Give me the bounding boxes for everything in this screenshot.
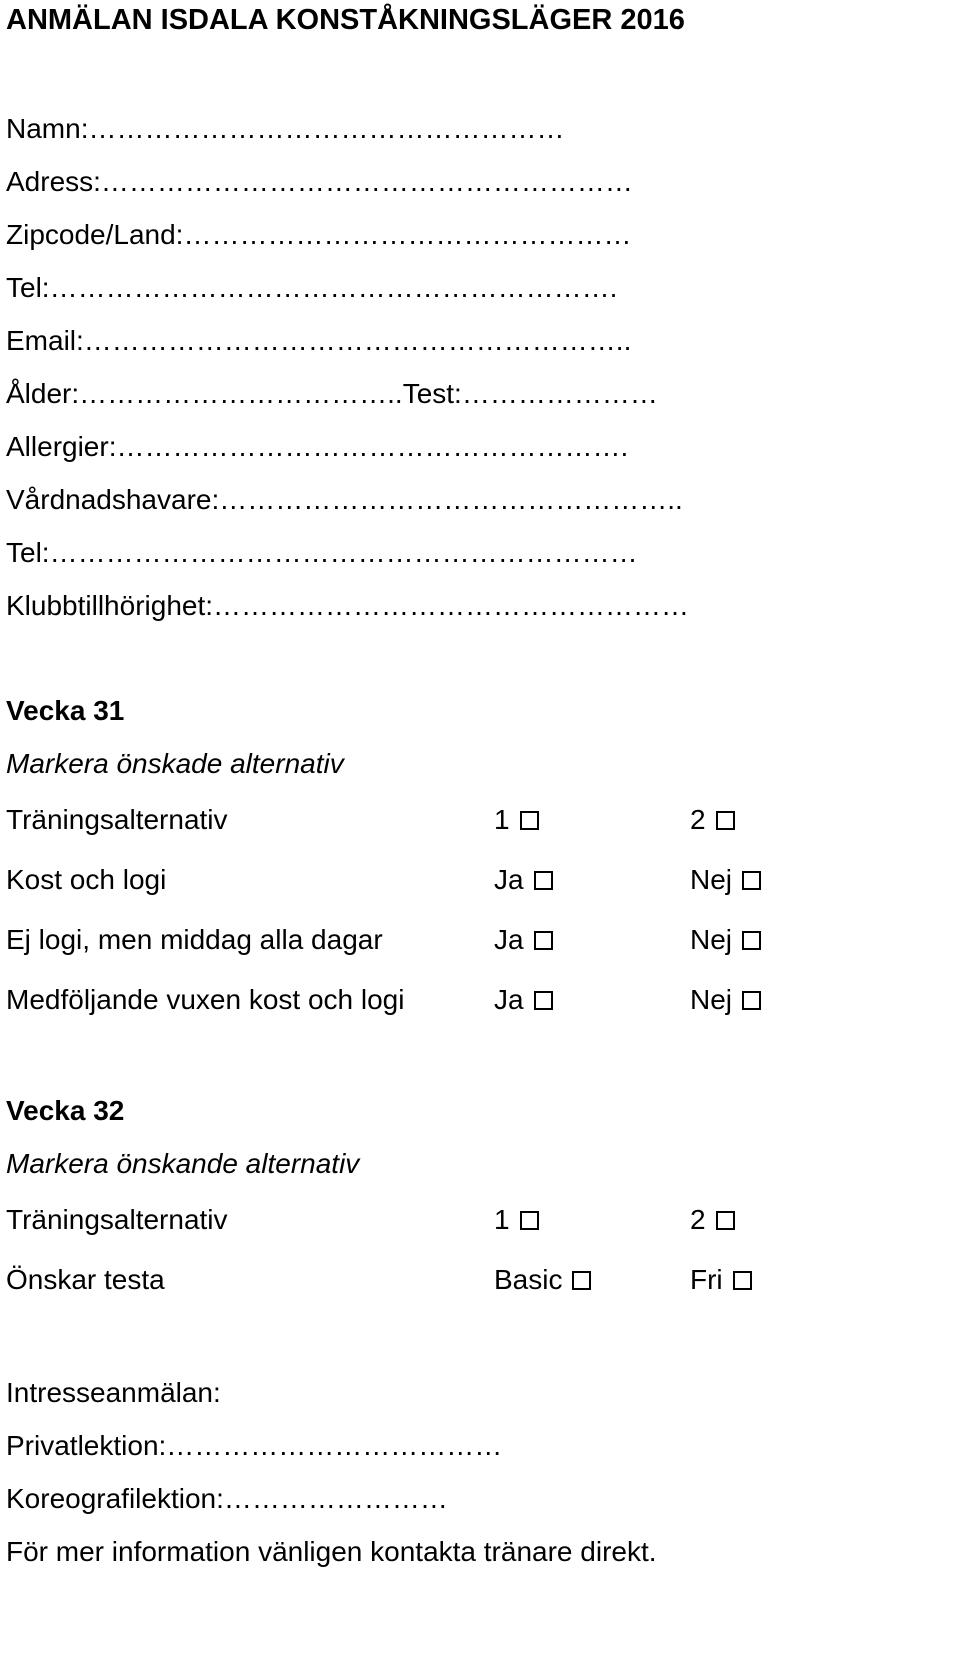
week31-row-food-lodging bbox=[6, 864, 906, 900]
guardian-phone-field[interactable]: Tel:……………………………………………………… bbox=[6, 537, 638, 568]
email-field[interactable]: Email:………………………………………………….. bbox=[6, 325, 632, 356]
option-label: Ja bbox=[494, 924, 524, 955]
option-label: 1 bbox=[494, 1204, 510, 1235]
checkbox[interactable] bbox=[534, 871, 553, 890]
option-no[interactable] bbox=[690, 864, 761, 896]
option-1[interactable] bbox=[494, 1204, 539, 1236]
age-test-field[interactable]: Ålder:……………………………..Test:………………… bbox=[6, 378, 658, 409]
week31-row-dinner-only bbox=[6, 924, 906, 960]
option-label: 2 bbox=[690, 1204, 706, 1235]
checkbox[interactable] bbox=[534, 931, 553, 950]
info-text: För mer information vänligen kontakta tränare direkt. bbox=[6, 1536, 657, 1567]
name-field[interactable]: Namn:…………………………………………… bbox=[6, 113, 565, 144]
option-1[interactable] bbox=[494, 804, 539, 836]
week32-heading: Vecka 32 bbox=[6, 1095, 125, 1126]
checkbox[interactable] bbox=[716, 811, 735, 830]
week31-heading: Vecka 31 bbox=[6, 695, 125, 726]
checkbox[interactable] bbox=[716, 1211, 735, 1230]
option-yes[interactable] bbox=[494, 924, 553, 956]
checkbox[interactable] bbox=[742, 991, 761, 1010]
row-label: Träningsalternativ bbox=[6, 804, 228, 835]
row-label: Önskar testa bbox=[6, 1264, 165, 1295]
option-yes[interactable] bbox=[494, 864, 553, 896]
zipcode-field[interactable]: Zipcode/Land:………………………………………… bbox=[6, 219, 632, 250]
row-label: Kost och logi bbox=[6, 864, 167, 895]
checkbox[interactable] bbox=[733, 1271, 752, 1290]
phone-field[interactable]: Tel:……………………………………………………. bbox=[6, 272, 618, 303]
option-label: Ja bbox=[494, 984, 524, 1015]
checkbox[interactable] bbox=[520, 811, 539, 830]
checkbox[interactable] bbox=[742, 931, 761, 950]
option-label: Basic bbox=[494, 1264, 563, 1295]
option-yes[interactable] bbox=[494, 984, 553, 1016]
option-no[interactable] bbox=[690, 924, 761, 956]
row-label: Ej logi, men middag alla dagar bbox=[6, 924, 383, 955]
week32-instruction: Markera önskande alternativ bbox=[6, 1148, 360, 1179]
allergies-field[interactable]: Allergier:………………………………………………. bbox=[6, 431, 629, 462]
option-label: 2 bbox=[690, 804, 706, 835]
option-basic[interactable] bbox=[494, 1264, 591, 1296]
week31-row-training bbox=[6, 804, 906, 840]
checkbox[interactable] bbox=[534, 991, 553, 1010]
checkbox[interactable] bbox=[572, 1271, 591, 1290]
option-label: Nej bbox=[690, 984, 733, 1015]
guardian-field[interactable]: Vårdnadshavare:………………………………………….. bbox=[6, 484, 683, 515]
option-label: Nej bbox=[690, 864, 733, 895]
option-2[interactable] bbox=[690, 1204, 735, 1236]
option-label: Nej bbox=[690, 924, 733, 955]
week31-row-accompanying-adult bbox=[6, 984, 906, 1020]
option-label: Fri bbox=[690, 1264, 723, 1295]
choreography-lesson-field[interactable]: Koreografilektion:…………………… bbox=[6, 1483, 448, 1514]
option-label: 1 bbox=[494, 804, 510, 835]
checkbox[interactable] bbox=[742, 871, 761, 890]
option-2[interactable] bbox=[690, 804, 735, 836]
row-label: Medföljande vuxen kost och logi bbox=[6, 984, 405, 1015]
row-label: Träningsalternativ bbox=[6, 1204, 228, 1235]
option-no[interactable] bbox=[690, 984, 761, 1016]
week32-row-training bbox=[6, 1204, 906, 1240]
option-label: Ja bbox=[494, 864, 524, 895]
club-field[interactable]: Klubbtillhörighet:…………………………………………… bbox=[6, 590, 690, 621]
option-fri[interactable] bbox=[690, 1264, 752, 1296]
week32-row-test bbox=[6, 1264, 906, 1300]
address-field[interactable]: Adress:………………………………………………… bbox=[6, 166, 633, 197]
checkbox[interactable] bbox=[520, 1211, 539, 1230]
form-title: ANMÄLAN ISDALA KONSTÅKNINGSLÄGER 2016 bbox=[6, 4, 685, 36]
private-lesson-field[interactable]: Privatlektion:……………………………… bbox=[6, 1430, 503, 1461]
interest-heading: Intresseanmälan: bbox=[6, 1377, 221, 1408]
week31-instruction: Markera önskade alternativ bbox=[6, 748, 344, 779]
